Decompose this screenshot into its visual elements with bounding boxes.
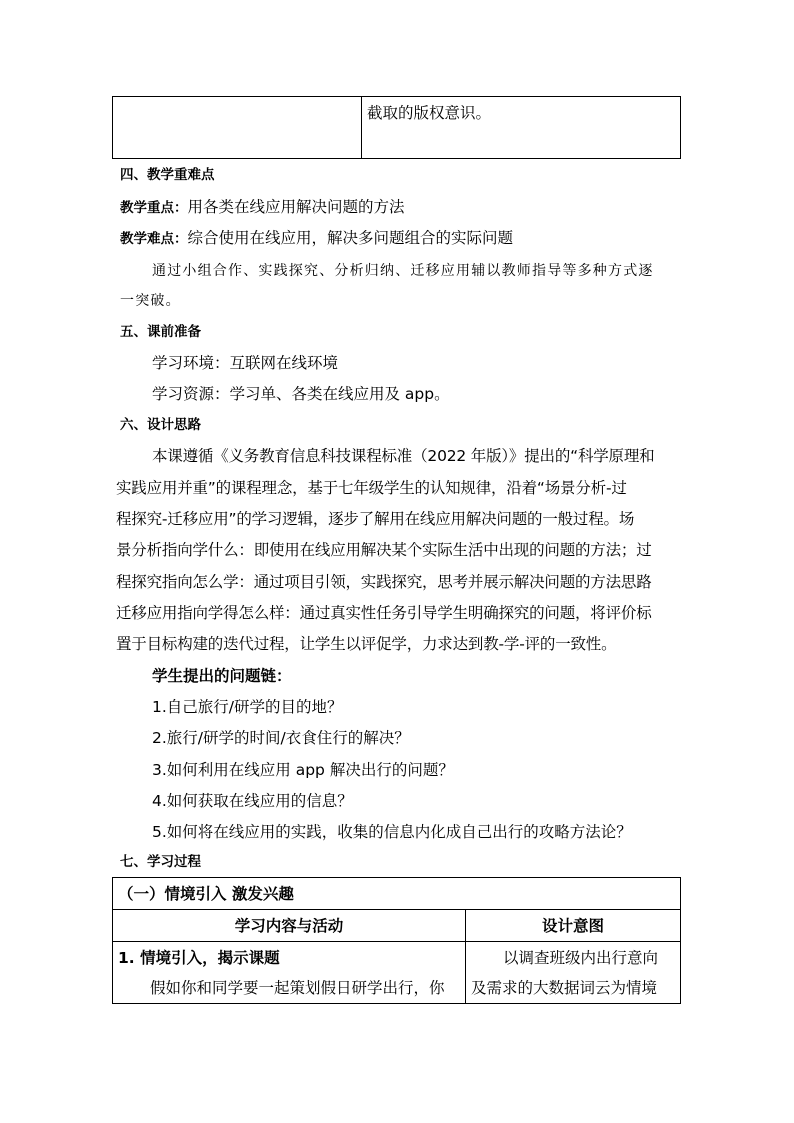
question-item: 5.如何将在线应用的实践，收集的信息内化成自己出行的攻略方法论？: [152, 823, 632, 841]
key-point-line: [120, 197, 405, 218]
question-item: 3.如何利用在线应用 app 解决出行的问题？: [152, 761, 454, 779]
difficulty-label: 教学难点：: [120, 231, 188, 247]
col-header-design-intent: 设计意图: [541, 917, 604, 935]
design-line-3: 程探究-迁移应用”的学习逻辑，逐步了解用在线应用解决问题的一般过程。场: [116, 510, 635, 528]
stage-title: （一）情境引入 激发兴趣: [118, 885, 294, 903]
learning-environment: 学习环境：互联网在线环境: [152, 354, 339, 372]
question-chain-title: 学生提出的问题链：: [152, 667, 292, 685]
key-point-text: 用各类在线应用解决问题的方法: [187, 198, 405, 216]
method-line-2: 一突破。: [120, 293, 181, 309]
section5-heading: 五、课前准备: [120, 324, 201, 340]
design-line-7: 置于目标构建的迭代过程，让学生以评促学，力求达到教-学-评的一致性。: [116, 635, 617, 653]
design-line-4: 景分析指向学什么：即使用在线应用解决某个实际生活中出现的问题的方法；过: [116, 541, 652, 559]
design-line-6: 迁移应用指向学得怎么样：通过真实性任务引导学生明确探究的问题，将评价标: [116, 604, 652, 622]
key-point-label: 教学重点：: [120, 200, 188, 216]
method-line-1: 通过小组合作、实践探究、分析归纳、迁移应用辅以教师指导等多种方式逐: [152, 263, 654, 279]
design-line-1: 本课遵循《义务教育信息科技课程标准（2022 年版）》提出的“科学原理和: [152, 447, 655, 465]
question-item: 1.自己旅行/研学的目的地？: [152, 698, 343, 716]
question-item: 4.如何获取在线应用的信息？: [152, 792, 353, 810]
row1-activity-text: 假如你和同学要一起策划假日研学出行，你: [150, 979, 445, 997]
difficulty-text: 综合使用在线应用，解决多问题组合的实际问题: [187, 229, 514, 247]
question-item: 2.旅行/研学的时间/衣食住行的解决？: [152, 729, 410, 747]
section6-heading: 六、设计思路: [120, 417, 201, 433]
difficulty-line: [120, 228, 513, 249]
col-header-activities: 学习内容与活动: [234, 917, 344, 935]
design-line-5: 程探究指向怎么学：通过项目引领，实践探究，思考并展示解决问题的方法思路: [116, 573, 652, 591]
row1-intent-line2: 及需求的大数据词云为情境: [471, 979, 658, 997]
design-line-2: 实践应用并重”的课程理念，基于七年级学生的认知规律，沿着“场景分析-过: [116, 479, 627, 497]
learning-resources: 学习资源：学习单、各类在线应用及 app。: [152, 385, 450, 403]
section4-heading: 四、教学重难点: [120, 167, 215, 183]
section7-heading: 七、学习过程: [120, 854, 201, 870]
row1-title: 1. 情境引入，揭示课题: [118, 949, 280, 967]
row1-intent-line1: 以调查班级内出行意向: [503, 949, 659, 967]
top-table-right-cell: 截取的版权意识。: [367, 104, 492, 122]
